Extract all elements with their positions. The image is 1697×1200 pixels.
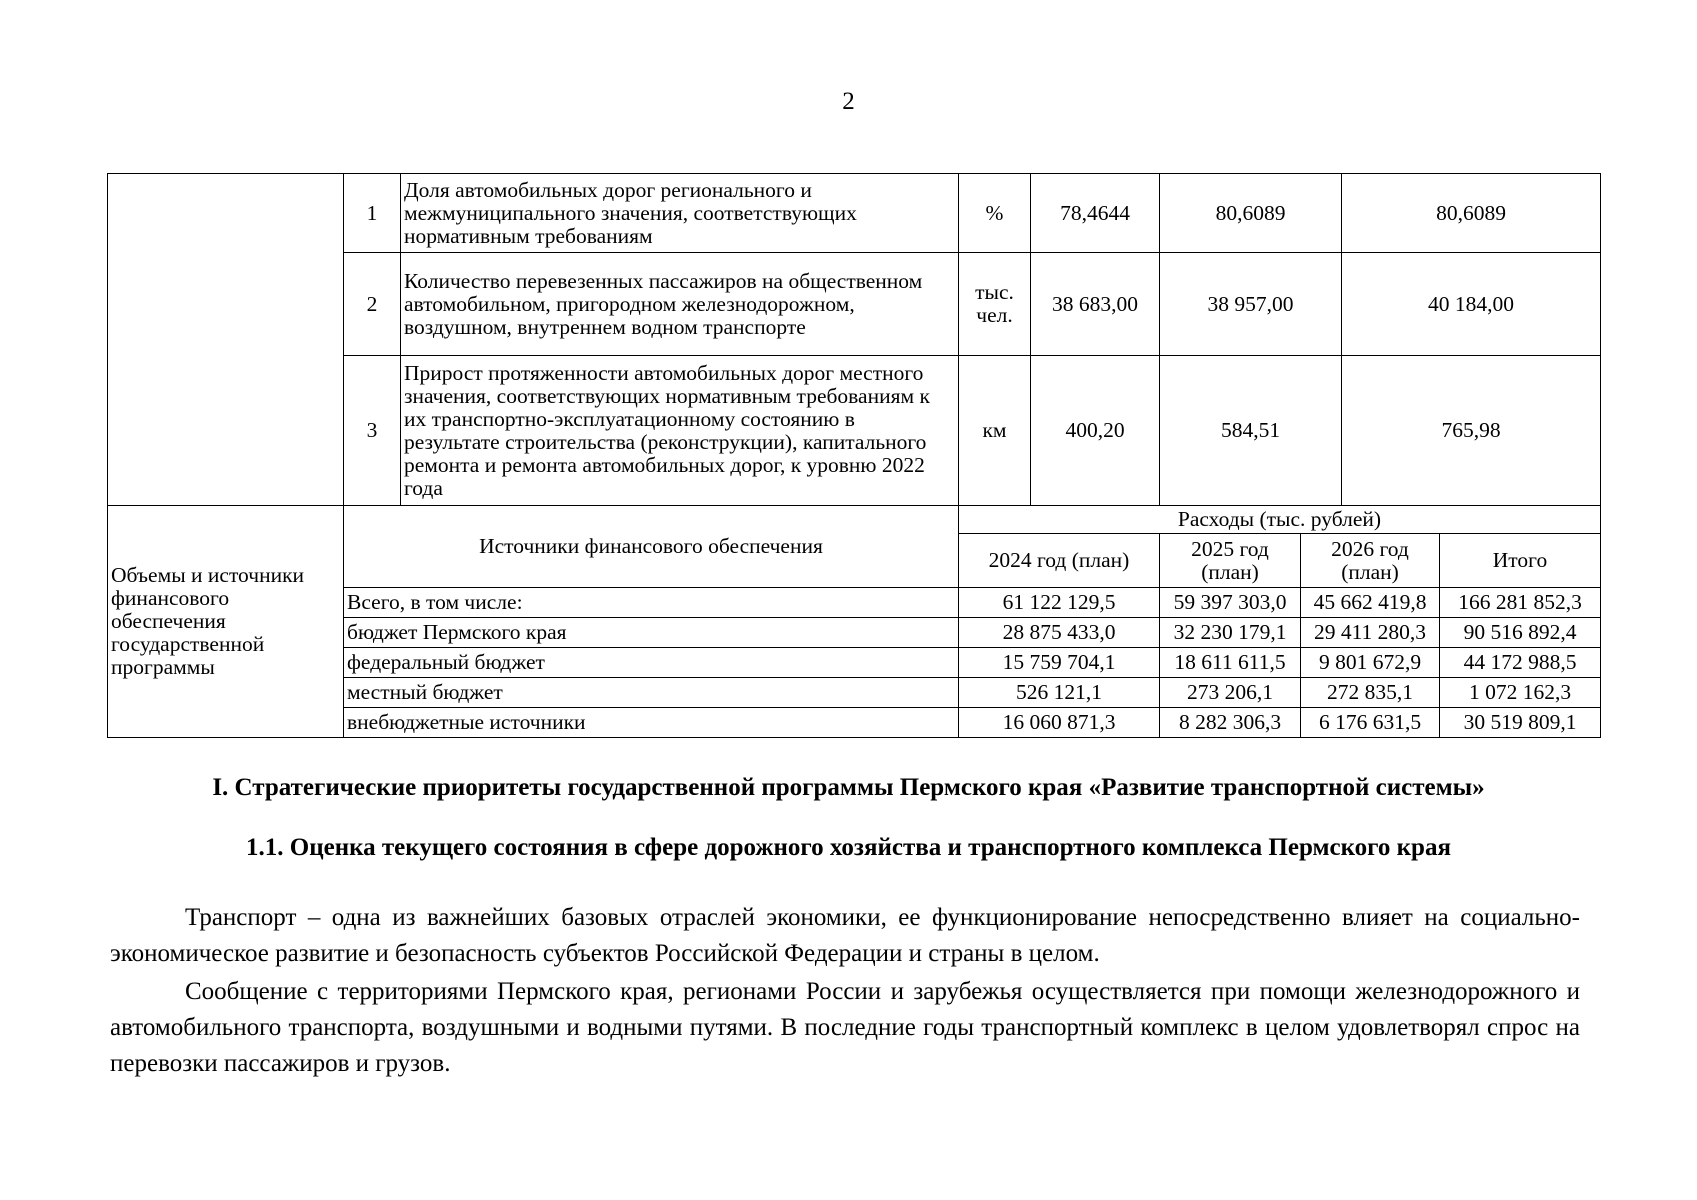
indicator-name: Доля автомобильных дорог регионального и межмуниципального значения, соответствующих нормативным требованиям	[401, 174, 959, 253]
finance-source-name: федеральный бюджет	[344, 648, 959, 678]
finance-value-2024: 16 060 871,3	[959, 708, 1160, 738]
finance-value-2025: 18 611 611,5	[1160, 648, 1301, 678]
indicator-unit: км	[959, 356, 1031, 506]
indicator-value-2026: 40 184,00	[1342, 253, 1601, 356]
indicator-value-2026: 765,98	[1342, 356, 1601, 506]
indicator-name: Количество перевезенных пассажиров на общественном автомобильном, пригородном железнодорожном, воздушном, внутреннем водном транспорте	[401, 253, 959, 356]
finance-value-total: 44 172 988,5	[1440, 648, 1601, 678]
indicator-row	[108, 174, 1601, 253]
finance-value-total: 166 281 852,3	[1440, 588, 1601, 618]
paragraph-1: Транспорт – одна из важнейших базовых отраслей экономики, ее функционирование непосредственно влияет на социально-экономическое развитие и безопасность субъектов Российской Федерации и страны в целом.	[110, 904, 1580, 967]
indicator-value-2025: 38 957,00	[1160, 253, 1342, 356]
finance-value-2024: 61 122 129,5	[959, 588, 1160, 618]
section-heading-1: I. Стратегические приоритеты государственной программы Пермского края «Развитие транспортной системы»	[212, 774, 1485, 801]
year-2024-header: 2024 год (план)	[959, 534, 1160, 588]
finance-value-2025: 32 230 179,1	[1160, 618, 1301, 648]
indicator-unit: %	[959, 174, 1031, 253]
finance-value-2025: 8 282 306,3	[1160, 708, 1301, 738]
indicator-name: Прирост протяженности автомобильных дорог местного значения, соответствующих нормативным требованиям к их транспортно-эксплуатационному состоянию в результате строительства (реконструкции), капитального ремонта и ремонта автомобильных дорог, к уровню 2022 года	[401, 356, 959, 506]
program-passport-table	[107, 173, 1601, 738]
section-heading-1-1: 1.1. Оценка текущего состояния в сфере дорожного хозяйства и транспортного комплекса Пермского края	[246, 834, 1451, 861]
finance-value-2025: 59 397 303,0	[1160, 588, 1301, 618]
finance-value-2026: 29 411 280,3	[1301, 618, 1440, 648]
paragraph-2: Сообщение с территориями Пермского края, регионами России и зарубежья осуществляется при помощи железнодорожного и автомобильного транспорта, воздушными и водными путями. В последние годы транспортный комплекс в целом удовлетворял спрос на перевозки пассажиров и грузов.	[110, 978, 1580, 1077]
finance-source-name: внебюджетные источники	[344, 708, 959, 738]
finance-source-name: бюджет Пермского края	[344, 618, 959, 648]
indicator-number: 1	[344, 174, 401, 253]
sources-header: Источники финансового обеспечения	[344, 506, 959, 588]
total-header: Итого	[1440, 534, 1601, 588]
year-2025-header: 2025 год (план)	[1160, 534, 1301, 588]
finance-value-total: 90 516 892,4	[1440, 618, 1601, 648]
finance-value-2026: 9 801 672,9	[1301, 648, 1440, 678]
finance-value-total: 30 519 809,1	[1440, 708, 1601, 738]
finance-value-2025: 273 206,1	[1160, 678, 1301, 708]
finance-source-name: Всего, в том числе:	[344, 588, 959, 618]
indicator-value-2025: 80,6089	[1160, 174, 1342, 253]
indicator-value-2024: 400,20	[1031, 356, 1160, 506]
expenses-header: Расходы (тыс. рублей)	[959, 506, 1601, 534]
finance-value-2024: 15 759 704,1	[959, 648, 1160, 678]
indicator-unit: тыс. чел.	[959, 253, 1031, 356]
indicator-number: 3	[344, 356, 401, 506]
finance-value-2026: 45 662 419,8	[1301, 588, 1440, 618]
finance-value-2026: 6 176 631,5	[1301, 708, 1440, 738]
finance-source-name: местный бюджет	[344, 678, 959, 708]
finance-value-2026: 272 835,1	[1301, 678, 1440, 708]
blank-cell	[108, 174, 344, 506]
finance-label: Объемы и источники финансового обеспечения государственной программы	[108, 506, 344, 738]
page-number: 2	[842, 88, 855, 115]
finance-value-2024: 28 875 433,0	[959, 618, 1160, 648]
finance-value-2024: 526 121,1	[959, 678, 1160, 708]
indicator-value-2024: 38 683,00	[1031, 253, 1160, 356]
indicator-number: 2	[344, 253, 401, 356]
year-2026-header: 2026 год (план)	[1301, 534, 1440, 588]
indicator-value-2025: 584,51	[1160, 356, 1342, 506]
passport-table	[107, 173, 1601, 738]
indicator-value-2026: 80,6089	[1342, 174, 1601, 253]
finance-header-row	[108, 506, 1601, 534]
finance-value-total: 1 072 162,3	[1440, 678, 1601, 708]
indicator-value-2024: 78,4644	[1031, 174, 1160, 253]
